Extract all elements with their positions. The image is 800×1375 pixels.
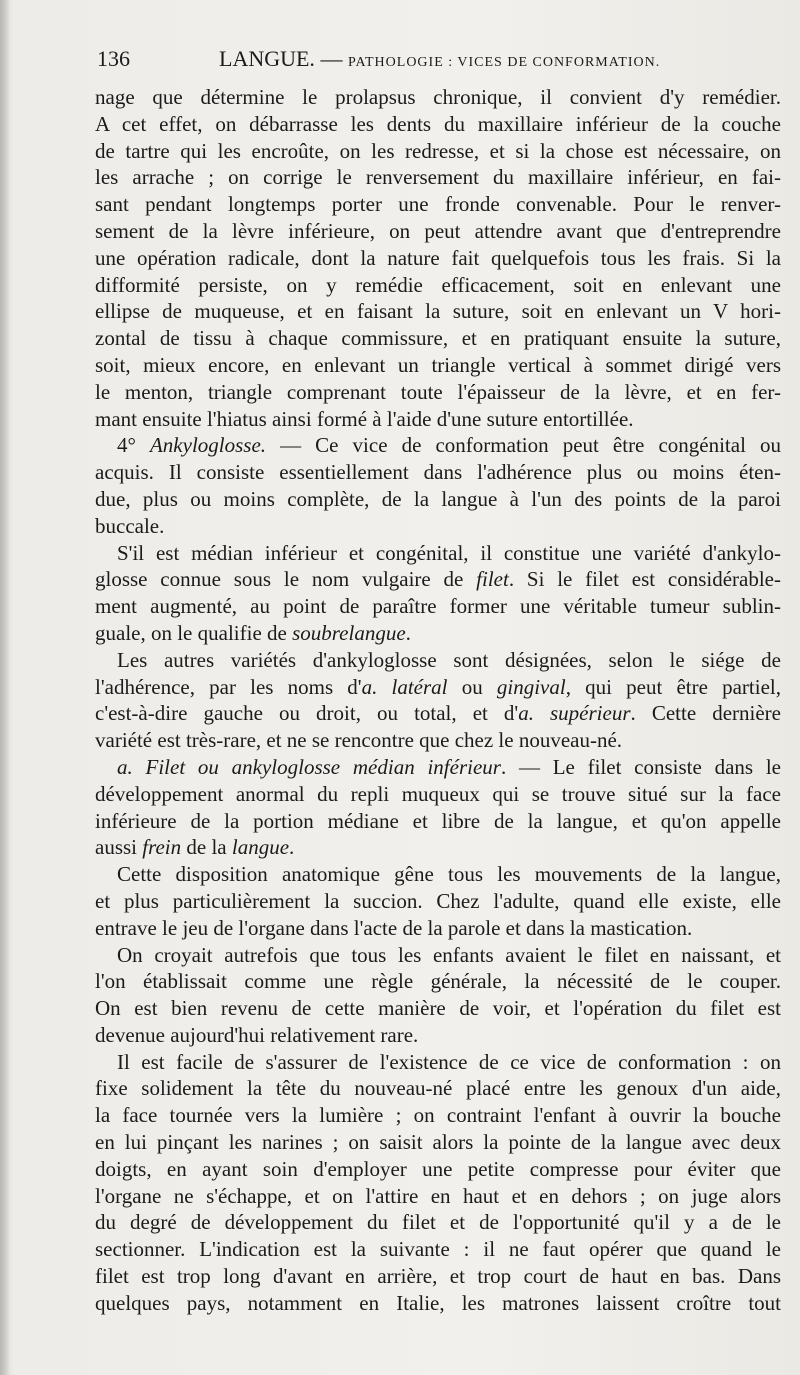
line-text: sant pendant longtemps porter une fronde convenable. Pour le renver- [95, 192, 781, 217]
line-text: Il est facile de s'assurer de l'existence de ce vice de conformation : on [117, 1049, 781, 1074]
text-line [95, 272, 781, 299]
line-text: doigts, en ayant soin d'employer une petite compresse pour éviter que [95, 1156, 781, 1181]
line-text: les arrache ; on corrige le renversement du maxillaire inférieur, en fai- [95, 165, 781, 190]
line-text: difformité persiste, on y remédie efficacement, soit en enlevant une [95, 272, 781, 297]
line-text: . Si le filet est considérable- [508, 567, 781, 592]
line-text: On croyait autrefois que tous les enfants avaient le filet en naissant, et [117, 942, 781, 967]
line-text: glosse connue sous le nom vulgaire de [95, 567, 477, 592]
text-line [95, 861, 781, 888]
text-line [95, 700, 781, 727]
line-text: S'il est médian inférieur et congénital, il constitue une variété d'ankylo- [117, 540, 781, 565]
text-line [95, 379, 781, 406]
text-line [95, 834, 781, 861]
text-line [95, 459, 781, 486]
line-text: devenue aujourd'hui relativement rare. [95, 1022, 419, 1047]
line-text: A cet effet, on débarrasse les dents du maxillaire inférieur de la couche [95, 111, 781, 136]
text-line [95, 84, 781, 111]
line-text: buccale. [95, 513, 165, 538]
text-line [95, 1209, 781, 1236]
running-header [97, 46, 777, 76]
text-line [95, 888, 781, 915]
line-text: Cette disposition anatomique gêne tous les mouvements de la langue, [117, 862, 781, 887]
line-text: soit, mieux encore, en enlevant un triangle vertical à sommet dirigé vers [95, 352, 781, 377]
italic-text: langue [231, 835, 290, 860]
text-line [95, 1022, 781, 1049]
text-line [95, 1129, 781, 1156]
line-text: ou [447, 674, 497, 699]
text-line [95, 1102, 781, 1129]
line-text: la face tournée vers la lumière ; on contraint l'enfant à ouvrir la bouche [95, 1103, 781, 1128]
text-line [95, 1183, 781, 1210]
line-text: nage que détermine le prolapsus chronique, il convient d'y remédier. [95, 85, 781, 109]
line-text: l'organe ne s'échappe, et on l'attire en haut et en dehors ; on juge alors [95, 1183, 781, 1208]
line-text: inférieure de la portion médiane et libre de la langue, et qu'on appelle [95, 808, 781, 833]
line-text: et plus particulièrement la succion. Chez l'adulte, quand elle existe, elle [95, 888, 781, 913]
line-text: développement anormal du repli muqueux qui se trouve situé sur la face [95, 781, 781, 806]
line-text: On est bien revenu de cette manière de voir, et l'opération du filet est [95, 996, 781, 1021]
line-text: due, plus ou moins complète, de la langue à l'un des points de la paroi [95, 486, 781, 511]
page-number: 136 [97, 46, 130, 71]
text-line [95, 754, 781, 781]
line-text: quelques pays, notamment en Italie, les matrones laissent croître tout [95, 1290, 781, 1315]
text-line [95, 1049, 781, 1076]
line-text: fixe solidement la tête du nouveau-né placé entre les genoux d'un aide, [95, 1076, 781, 1101]
text-line [95, 432, 781, 459]
text-line [95, 727, 781, 754]
text-line [95, 1290, 781, 1317]
line-text: . [289, 835, 295, 860]
line-text: c'est-à-dire gauche ou droit, ou total, et d' [95, 701, 519, 726]
line-text: — Ce vice de conformation peut être congénital ou [266, 433, 781, 458]
text-line [95, 245, 781, 272]
italic-text: frein [142, 835, 182, 860]
text-line [95, 995, 781, 1022]
line-text: du degré de développement du filet et de l'opportunité qu'il y a de le [95, 1210, 781, 1235]
text-line [95, 1263, 781, 1290]
text-line [95, 593, 781, 620]
line-text: ment augmenté, au point de paraître former une véritable tumeur sublin- [95, 594, 781, 619]
text-line [95, 406, 781, 433]
text-line [95, 808, 781, 835]
text-line [95, 298, 781, 325]
text-line [95, 352, 781, 379]
italic-text: a. supérieur [518, 701, 631, 726]
text-line [95, 968, 781, 995]
line-text: l'on établissait comme une règle générale, la nécessité de le couper. [95, 969, 781, 994]
line-text: , qui peut être partiel, [565, 674, 781, 699]
line-text: ellipse de muqueuse, et en faisant la suture, soit en enlevant un V hori- [95, 299, 781, 324]
text-line [95, 647, 781, 674]
text-line [95, 138, 781, 165]
text-line [95, 566, 781, 593]
italic-text: soubrelangue [292, 620, 406, 645]
italic-text: Ankyloglosse. [149, 433, 267, 458]
line-text: . Cette dernière [630, 701, 781, 726]
text-line [95, 674, 781, 701]
line-text: entrave le jeu de l'organe dans l'acte de la parole et dans la mastication. [95, 915, 693, 940]
text-line [95, 915, 781, 942]
text-line [95, 1236, 781, 1263]
line-text: de tartre qui les encroûte, on les redresse, et si la chose est nécessaire, on [95, 138, 781, 163]
text-line [95, 1075, 781, 1102]
page-text [95, 84, 781, 1317]
italic-text: filet [476, 567, 509, 592]
line-text: . — Le filet consiste dans le [500, 754, 781, 779]
text-line [95, 781, 781, 808]
text-line [95, 942, 781, 969]
line-text: zontal de tissu à chaque commissure, et en pratiquant ensuite la suture, [95, 326, 781, 351]
italic-text: a. latéral [361, 674, 448, 699]
header-separator: — [314, 46, 348, 71]
text-line [95, 218, 781, 245]
text-line [95, 540, 781, 567]
text-line [95, 1156, 781, 1183]
line-text: variété est très-rare, et ne se rencontre que chez le nouveau-né. [95, 728, 623, 753]
line-text: 4° [117, 433, 150, 458]
line-text: une opération radicale, dont la nature fait quelquefois tous les frais. Si la [95, 245, 781, 270]
line-text: sectionner. L'indication est la suivante : il ne faut opérer que quand le [95, 1237, 781, 1262]
line-text: . [405, 620, 411, 645]
line-text: aussi [95, 835, 143, 860]
header-title: LANGUE. [219, 46, 315, 71]
line-text: filet est trop long d'avant en arrière, et trop court de haut en bas. Dans [95, 1264, 781, 1289]
line-text: le menton, triangle comprenant toute l'épaisseur de la lèvre, et en fer- [95, 379, 781, 404]
italic-text: gingival [496, 674, 566, 699]
line-text: guale, on le qualifie de [95, 620, 293, 645]
line-text: sement de la lèvre inférieure, on peut attendre avant que d'entreprendre [95, 218, 781, 243]
binding-shadow [0, 0, 10, 1375]
header-title-group [219, 46, 660, 72]
text-line [95, 191, 781, 218]
text-line [95, 620, 781, 647]
text-line [95, 486, 781, 513]
text-line [95, 513, 781, 540]
text-line [95, 325, 781, 352]
line-text: de la [181, 835, 232, 860]
text-line [95, 111, 781, 138]
header-subtitle: PATHOLOGIE : VICES DE CONFORMATION. [347, 55, 661, 70]
line-text: Les autres variétés d'ankyloglosse sont désignées, selon le siége de [117, 647, 781, 672]
line-text: mant ensuite l'hiatus ainsi formé à l'aide d'une suture entortillée. [95, 406, 634, 431]
text-line [95, 164, 781, 191]
italic-text: a. Filet ou ankyloglosse médian inférieur [117, 754, 501, 779]
line-text: en lui pinçant les narines ; on saisit alors la pointe de la langue avec deux [95, 1130, 781, 1155]
line-text: l'adhérence, par les noms d' [95, 674, 362, 699]
line-text: acquis. Il consiste essentiellement dans l'adhérence plus ou moins éten- [95, 460, 781, 485]
